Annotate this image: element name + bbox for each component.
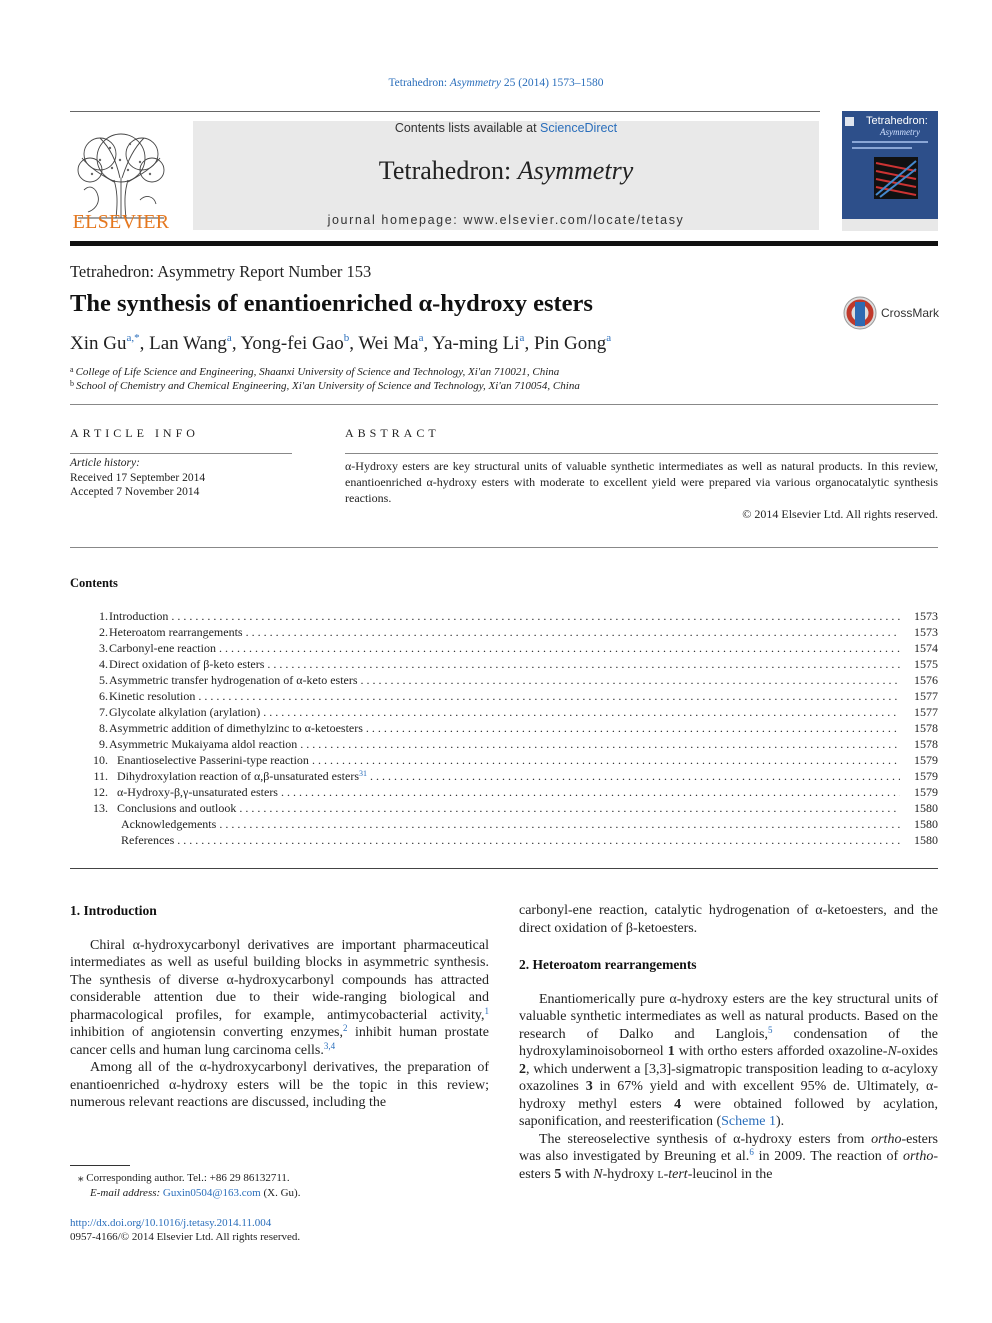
section-heading: 2. Heteroatom rearrangements (519, 957, 697, 972)
doi-link[interactable]: http://dx.doi.org/10.1016/j.tetasy.2014.11.004 (70, 1217, 272, 1229)
toc-entry[interactable] (70, 720, 938, 736)
toc-page: 1579 (914, 785, 938, 799)
toc-entry[interactable] (70, 816, 938, 832)
toc-title[interactable]: Glycolate alkylation (arylation) (109, 705, 261, 719)
accepted-date: Accepted 7 November 2014 (70, 486, 200, 498)
toc-title[interactable]: Asymmetric transfer hydrogenation of α-keto esters (109, 673, 358, 687)
toc-number: 3. (99, 641, 108, 655)
toc-title[interactable]: Asymmetric addition of dimethylzinc to α-ketoesters (109, 721, 363, 735)
toc-title[interactable]: Conclusions and outlook (117, 801, 237, 815)
header-thick-rule (70, 241, 938, 246)
cover-subtitle: Asymmetry (880, 127, 920, 137)
toc-number: 5. (99, 673, 108, 687)
toc-page: 1576 (914, 673, 938, 687)
article-info-heading: ARTICLE INFO (70, 426, 199, 440)
toc-page: 1574 (914, 641, 938, 655)
author-affil-mark[interactable]: a (606, 332, 612, 344)
toc-number: 11. (93, 769, 108, 783)
toc-number (70, 832, 108, 848)
email-link[interactable]: Guxin0504@163.com (162, 1187, 261, 1199)
article-info-rule (70, 453, 292, 454)
abstract-heading: ABSTRACT (345, 426, 440, 440)
abstract-text: α-Hydroxy esters are key structural units of valuable synthetic intermediates as well as natural products. In this review, enantioenriched α-hydroxy esters with moderate to excellent yield were prepared via various organocatalytic synthesis reactions. (345, 459, 938, 505)
toc-title[interactable]: Dihydroxylation reaction of α,β-unsaturated esters$^{31}$ (117, 769, 367, 783)
sciencedirect-link[interactable]: ScienceDirect (540, 121, 618, 135)
toc-entry[interactable] (70, 752, 938, 768)
reference-link[interactable]: 6 (749, 1147, 754, 1157)
toc-number: 13. (93, 801, 108, 815)
author-name[interactable]: Pin Gong (533, 333, 607, 354)
paragraph: carbonyl-ene reaction, catalytic hydrogenation of α-ketoesters, and the direct oxidation of β-ketoesters. (519, 903, 938, 936)
toc-page: 1579 (914, 769, 938, 783)
report-number: Tetrahedron: Asymmetry Report Number 153 (70, 262, 372, 281)
toc-entry[interactable] (70, 704, 938, 720)
abstract-copyright: © 2014 Elsevier Ltd. All rights reserved. (742, 507, 938, 521)
received-date: Received 17 September 2014 (70, 472, 206, 484)
journal-title: Tetrahedron: Asymmetry (378, 156, 634, 185)
toc-page: 1580 (914, 801, 938, 815)
toc-entry[interactable] (70, 768, 938, 784)
toc-page: 1578 (914, 721, 938, 735)
author-affil-mark[interactable]: a (519, 332, 525, 344)
toc-title[interactable]: Acknowledgements (121, 817, 217, 831)
journal-homepage[interactable]: journal homepage: www.elsevier.com/locate/tetasy (327, 213, 685, 227)
contents-available: Contents lists available at ScienceDirect (394, 121, 618, 135)
divider (70, 547, 938, 548)
toc-title[interactable]: Kinetic resolution (109, 689, 196, 703)
section-heading: 1. Introduction (70, 903, 157, 918)
corresponding-author-note: ⁎ Corresponding author. Tel.: +86 29 86132711. (78, 1172, 290, 1184)
toc-entry[interactable] (70, 624, 938, 640)
author-list: Xin $Gu^{a,*}$, Lan Wang$^a$, Yong-fei Gao$^b$, Wei Ma$^a$, Ya-ming Li$^a$, Pin Gong$^a$ (70, 332, 612, 354)
reference-link[interactable]: 1 (484, 1005, 489, 1016)
author-affil-mark[interactable]: b (343, 332, 350, 344)
abstract-rule (345, 453, 938, 454)
author-affil-mark[interactable]: a (226, 332, 232, 344)
toc-title[interactable]: Introduction (109, 609, 169, 623)
email-note: E-mail address: Guxin0504@163.com (X. Gu). (90, 1187, 301, 1199)
toc-number: 4. (99, 657, 108, 671)
toc-page: 1579 (914, 753, 938, 767)
toc-page: 1580 (914, 833, 938, 847)
author-affil-mark[interactable]: a,* (126, 332, 140, 344)
author-affil-mark[interactable]: a (418, 332, 424, 344)
toc-title[interactable]: α-Hydroxy-β,γ-unsaturated esters (117, 785, 278, 799)
history-label: Article history: (70, 457, 140, 469)
footnote-rule (70, 1165, 130, 1166)
toc-number: 10. (93, 753, 108, 767)
toc-entry[interactable] (70, 640, 938, 656)
toc-entry[interactable] (70, 784, 938, 800)
toc-number: 2. (99, 625, 108, 639)
toc-entry[interactable] (70, 688, 938, 704)
cover-title: Tetrahedron: (866, 115, 928, 127)
toc-number: 12. (93, 785, 108, 799)
author-name[interactable]: Lan Wang (149, 333, 227, 354)
reference-link[interactable]: 2 (343, 1023, 348, 1033)
issn-line: 0957-4166/© 2014 Elsevier Ltd. All rights reserved. (70, 1231, 301, 1243)
toc-title[interactable]: Heteroatom rearrangements (109, 625, 243, 639)
toc-title[interactable]: Asymmetric Mukaiyama aldol reaction (109, 737, 298, 751)
paragraph: Chiral α-hydroxycarbonyl derivatives are important pharmaceutical intermediates as well as useful building blocks in asymmetric synthesis. The synthesis of diverse α-hydroxycarbonyl compounds has attracted considerable attention due to their wide-ranging biological and pharmacological profiles, for example, antimycobacterial activity,$^1$ inhibition of angiotensin converting enzymes,$^2$ inhibit human prostate cancer cells and human lung carcinoma cells.$^{3,4}$ (70, 937, 489, 1058)
toc-page: 1578 (914, 737, 938, 751)
affiliation-a: $^a$ College of Life Science and Engineering, Shaanxi University of Science and Technology, Xi'an 710021, China (70, 365, 560, 378)
publisher-wordmark: ELSEVIER (72, 211, 170, 233)
toc-title[interactable]: References (121, 833, 175, 847)
toc-number: 9. (99, 737, 108, 751)
toc-page: 1573 (914, 625, 938, 639)
toc-entry[interactable] (70, 800, 938, 816)
affiliation-b: $^b$ School of Chemistry and Chemical Engineering, Xi'an University of Science and Technology, Xi'an 710054, China (70, 379, 580, 392)
journal-citation[interactable]: Tetrahedron: Asymmetry 25 (2014) 1573–1580 (388, 77, 604, 89)
article-title: The synthesis of enantioenriched α-hydroxy esters (70, 290, 593, 317)
toc-entry[interactable] (70, 832, 938, 848)
reference-link[interactable]: 3,4 (323, 1040, 336, 1051)
paragraph: Among all of the α-hydroxycarbonyl derivatives, the preparation of enantioenriched α-hydroxy esters will be the topic in this review; numerous relevant reactions are discussed, including the (70, 1060, 489, 1110)
toc-page: 1575 (914, 657, 938, 671)
contents-title: Contents (70, 576, 118, 590)
toc-entry[interactable] (70, 736, 938, 752)
author-name[interactable]: Wei Ma (358, 333, 419, 354)
toc-title[interactable]: Enantioselective Passerini-type reaction (117, 753, 309, 767)
author-name[interactable]: Yong-fei Gao (240, 333, 344, 354)
toc-number: 7. (99, 705, 108, 719)
toc-page: 1577 (914, 705, 938, 719)
toc-number: 1. (99, 609, 108, 623)
table-of-contents (70, 608, 938, 848)
toc-entry[interactable] (70, 672, 938, 688)
toc-title[interactable]: Direct oxidation of β-keto esters (109, 657, 265, 671)
author-name[interactable]: Xin Gu (70, 333, 127, 354)
crossmark-icon[interactable] (843, 296, 877, 330)
paragraph: Enantiomerically pure α-hydroxy esters are the key structural units of valuable synthetic intermediates as well as natural products. Based on the research of Dalko and Langlois,$^5$ condensation of the hydroxylaminoisoborneol 1 with ortho esters afforded oxazoline-N-oxides 2, which underwent a [3,3]-sigmatropic transposition leading to α-acyloxy oxazolines 3 in 67% yield and with excellent 95% de. Ultimately, α-hydroxy methyl esters 4 were obtained followed by acylation, saponification, and reesterification (Scheme 1). (519, 991, 939, 1129)
divider (70, 868, 938, 869)
divider (70, 404, 938, 405)
reference-link[interactable]: 5 (768, 1024, 773, 1035)
toc-number: 8. (99, 721, 108, 735)
author-name[interactable]: Ya-ming Li (432, 333, 520, 354)
toc-page: 1577 (914, 689, 938, 703)
toc-number: 6. (99, 689, 108, 703)
toc-page: 1580 (914, 817, 938, 831)
toc-title[interactable]: Carbonyl-ene reaction (109, 641, 216, 655)
toc-page: 1573 (914, 609, 938, 623)
column-right (519, 902, 938, 1183)
column-left (70, 902, 489, 1112)
paragraph: The stereoselective synthesis of α-hydroxy esters from ortho-esters was also investigated by Breuning et al.$^6$ in 2009. The reaction of ortho-esters 5 with N-hydroxy l-tert-leucinol in the (519, 1131, 938, 1182)
toc-entry[interactable] (70, 656, 938, 672)
toc-number (70, 816, 108, 832)
crossmark-label[interactable]: CrossMark (881, 306, 940, 320)
toc-entry[interactable] (70, 608, 938, 624)
scheme-link[interactable]: Scheme 1 (721, 1114, 776, 1129)
header-rule (70, 111, 820, 112)
